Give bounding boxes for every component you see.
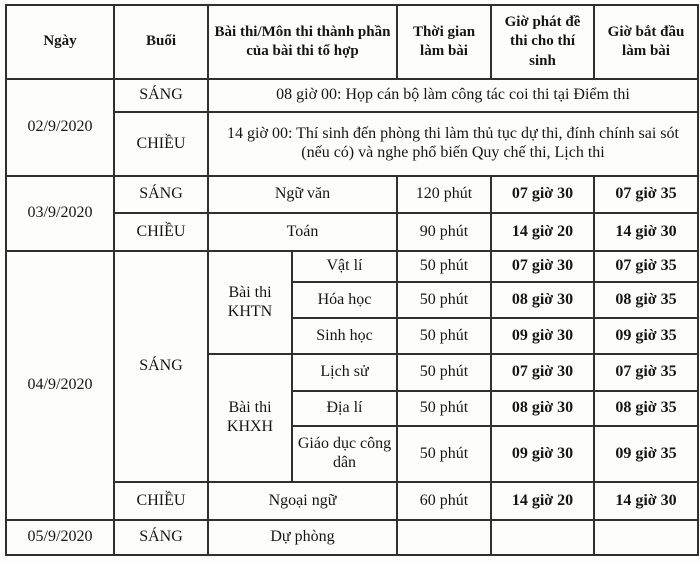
session-cell: SÁNG [114,79,208,112]
handout-time-cell: 07 giờ 30 [491,251,594,282]
handout-time-cell: 09 giờ 30 [491,426,594,482]
row-sep5-morning [6,520,698,555]
start-time-cell: 07 giờ 35 [594,354,698,391]
date-cell: 05/9/2020 [6,520,114,555]
session-cell: CHIỀU [114,213,208,251]
header-cell-duration: Thời gian làm bài [397,5,491,79]
header-cell-date: Ngày [6,5,114,79]
duration-cell: 50 phút [397,426,491,482]
duration-cell: 50 phút [397,251,491,282]
exam-group-cell: Bài thi KHXH [208,354,292,482]
duration-cell: 90 phút [397,213,491,251]
start-time-cell: 09 giờ 35 [594,426,698,482]
exam-schedule-table [5,4,699,556]
start-time-cell: 14 giờ 30 [594,213,698,251]
header-cell-session: Buổi [114,5,208,79]
duration-cell: 50 phút [397,318,491,354]
duration-cell: 50 phút [397,391,491,426]
date-cell: 04/9/2020 [6,251,114,520]
session-cell: CHIỀU [114,482,208,520]
start-time-cell: 07 giờ 35 [594,251,698,282]
subject-cell: Địa lí [292,391,397,426]
note-cell: 08 giờ 00: Họp cán bộ làm công tác coi thi tại Điểm thi [208,79,698,112]
empty-cell [594,520,698,555]
header-cell-start: Giờ bắt đầu làm bài [594,5,698,79]
subject-cell: Dự phòng [208,520,397,555]
date-cell: 02/9/2020 [6,79,114,176]
session-cell: SÁNG [114,520,208,555]
subject-cell: Lịch sử [292,354,397,391]
start-time-cell: 14 giờ 30 [594,482,698,520]
handout-time-cell: 08 giờ 30 [491,391,594,426]
row-sep3-morning [6,176,698,213]
note-cell: 14 giờ 00: Thí sinh đến phòng thi làm thủ tục dự thi, đính chính sai sót (nếu có) và nghe phổ biến Quy chế thi, Lịch thi [208,112,698,176]
session-cell: SÁNG [114,251,208,482]
subject-cell: Toán [208,213,397,251]
handout-time-cell: 09 giờ 30 [491,318,594,354]
exam-group-cell: Bài thi KHTN [208,251,292,354]
session-cell: CHIỀU [114,112,208,176]
start-time-cell: 07 giờ 35 [594,176,698,213]
handout-time-cell: 08 giờ 30 [491,282,594,318]
header-cell-exam: Bài thi/Môn thi thành phần của bài thi tổ hợp [208,5,397,79]
subject-cell: Ngữ văn [208,176,397,213]
header-cell-handout: Giờ phát đề thi cho thí sinh [491,5,594,79]
session-cell: SÁNG [114,176,208,213]
subject-cell: Hóa học [292,282,397,318]
duration-cell: 60 phút [397,482,491,520]
duration-cell: 120 phút [397,176,491,213]
row-sep4-khtn-physics [6,251,698,282]
empty-cell [397,520,491,555]
row-sep2-morning [6,79,698,112]
start-time-cell: 08 giờ 35 [594,391,698,426]
duration-cell: 50 phút [397,282,491,318]
subject-cell: Giáo dục công dân [292,426,397,482]
handout-time-cell: 14 giờ 20 [491,482,594,520]
start-time-cell: 09 giờ 35 [594,318,698,354]
handout-time-cell: 07 giờ 30 [491,176,594,213]
start-time-cell: 08 giờ 35 [594,282,698,318]
date-cell: 03/9/2020 [6,176,114,251]
handout-time-cell: 07 giờ 30 [491,354,594,391]
table-header-row [6,5,698,79]
subject-cell: Vật lí [292,251,397,282]
handout-time-cell: 14 giờ 20 [491,213,594,251]
subject-cell: Sinh học [292,318,397,354]
empty-cell [491,520,594,555]
duration-cell: 50 phút [397,354,491,391]
subject-cell: Ngoại ngữ [208,482,397,520]
